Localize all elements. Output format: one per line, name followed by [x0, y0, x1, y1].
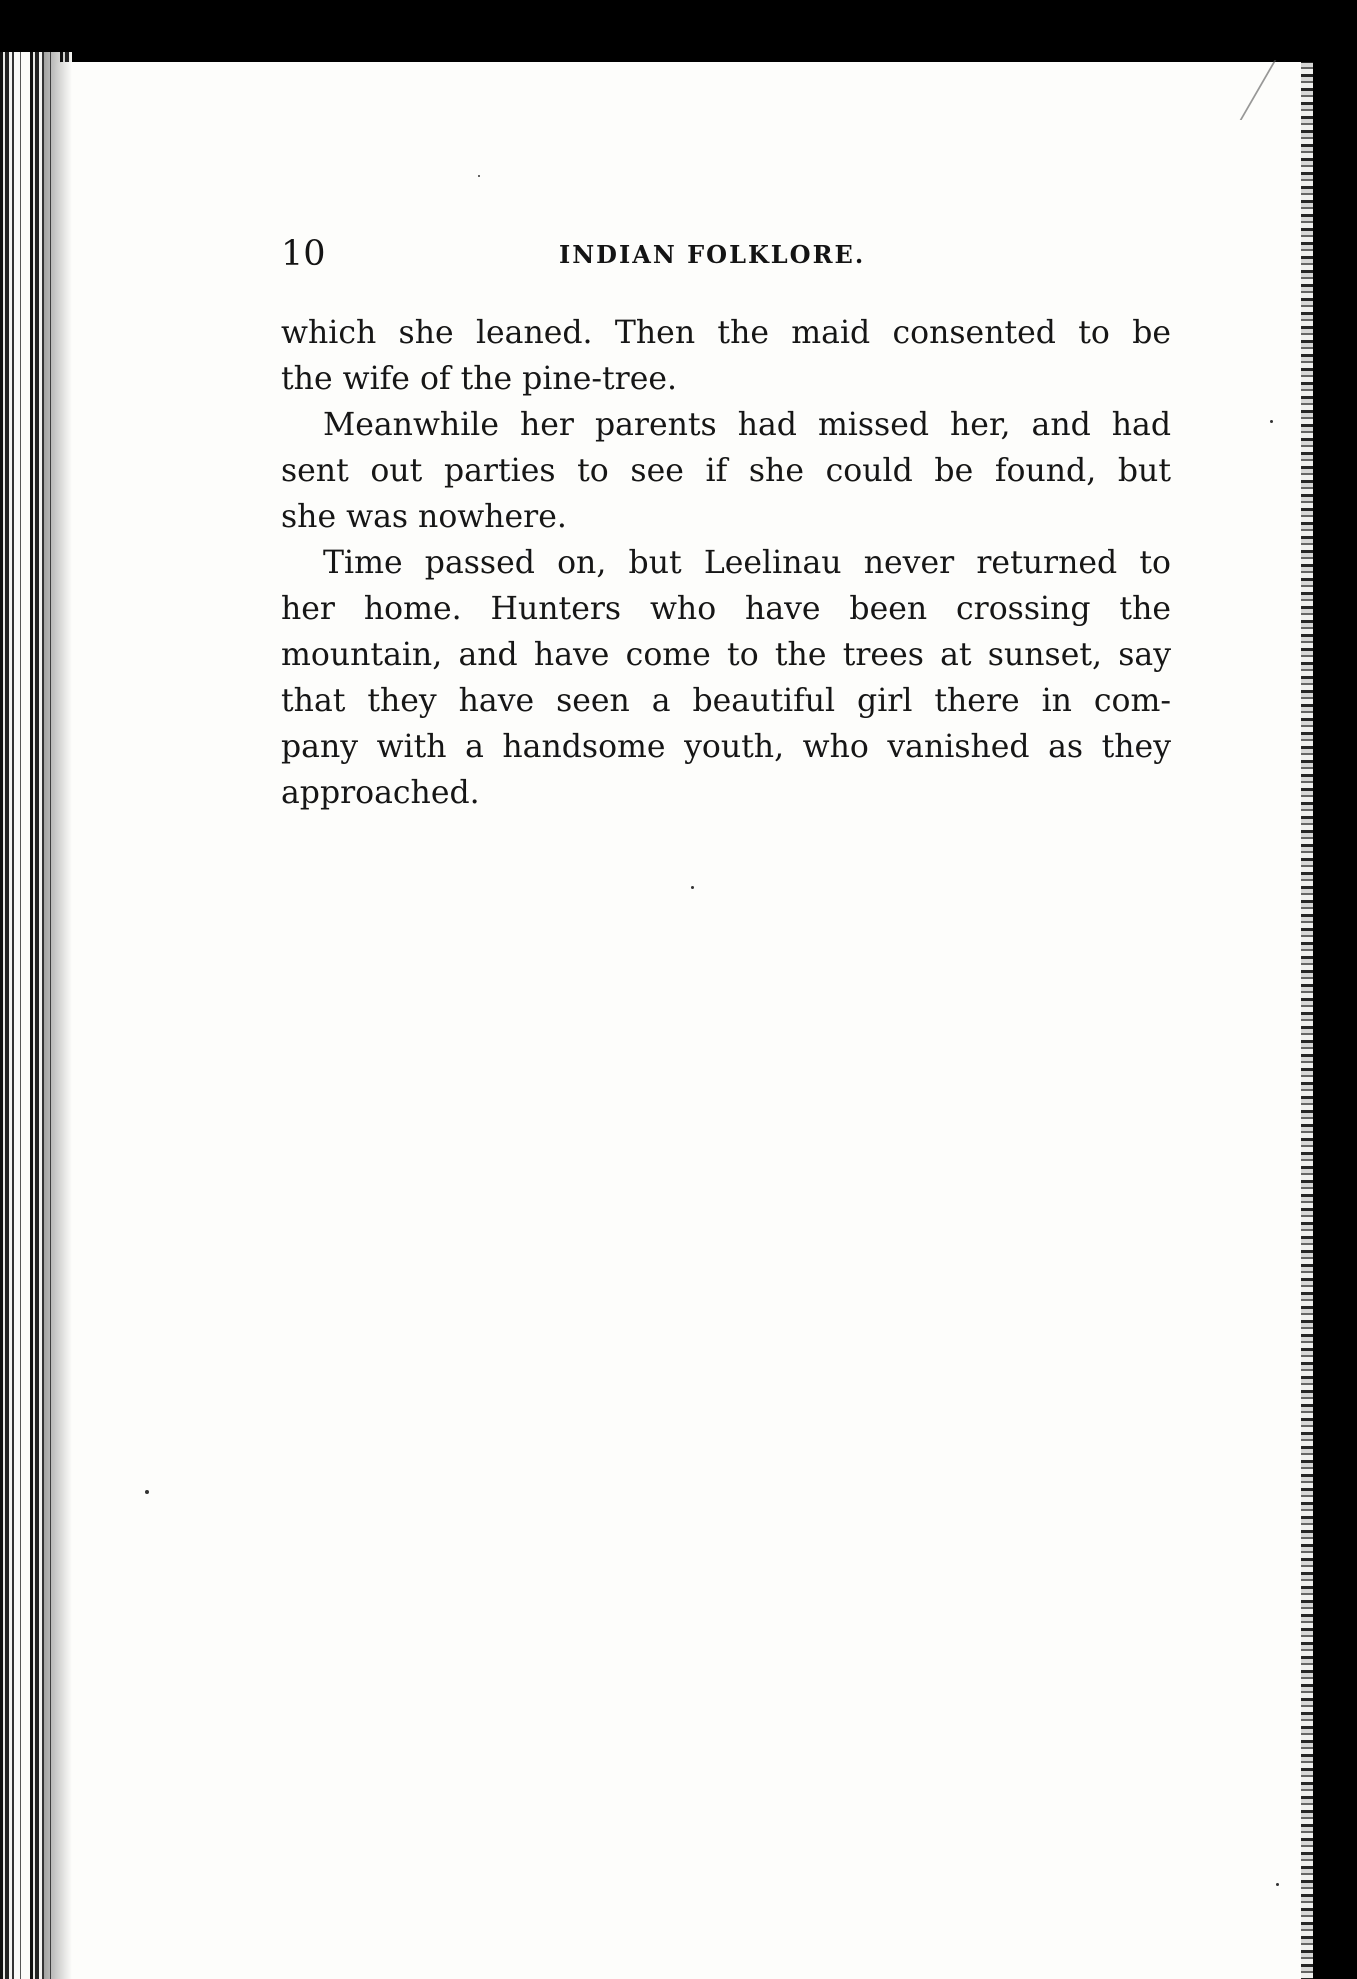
- text-line: approached.: [281, 775, 480, 811]
- text-line: Time passed on, but Leelinau never returned to: [323, 545, 1171, 581]
- text-line: pany with a handsome youth, who vanished as they: [281, 729, 1171, 765]
- scan-speck: [691, 886, 694, 889]
- text-line: she was nowhere.: [281, 499, 567, 535]
- paragraph-1: [281, 310, 1171, 402]
- text-line: her home. Hunters who have been crossing the: [281, 591, 1171, 627]
- scan-speck: [478, 175, 480, 177]
- paragraph-2: [281, 402, 1171, 540]
- right-scan-edge: [1313, 40, 1357, 1979]
- right-edge-fringe: [1301, 60, 1317, 1979]
- page-header: [281, 232, 1171, 282]
- text-line: which she leaned. Then the maid consented to be: [281, 315, 1171, 351]
- text-line: mountain, and have come to the trees at sunset, say: [281, 637, 1171, 673]
- scan-speck: [1276, 1883, 1279, 1886]
- running-head: INDIAN FOLKLORE.: [559, 240, 866, 269]
- gutter-shadow: [44, 52, 72, 1979]
- text-line: that they have seen a beautiful girl there in com-: [281, 683, 1171, 719]
- scan-speck: [1270, 420, 1273, 423]
- paragraph-3: [281, 540, 1171, 816]
- body-text: [281, 310, 1171, 816]
- text-line: Meanwhile her parents had missed her, and had: [323, 407, 1171, 443]
- page-number: 10: [281, 234, 326, 274]
- text-line: the wife of the pine-tree.: [281, 361, 678, 397]
- text-line: sent out parties to see if she could be found, but: [281, 453, 1171, 489]
- scan-speck: [145, 1490, 149, 1494]
